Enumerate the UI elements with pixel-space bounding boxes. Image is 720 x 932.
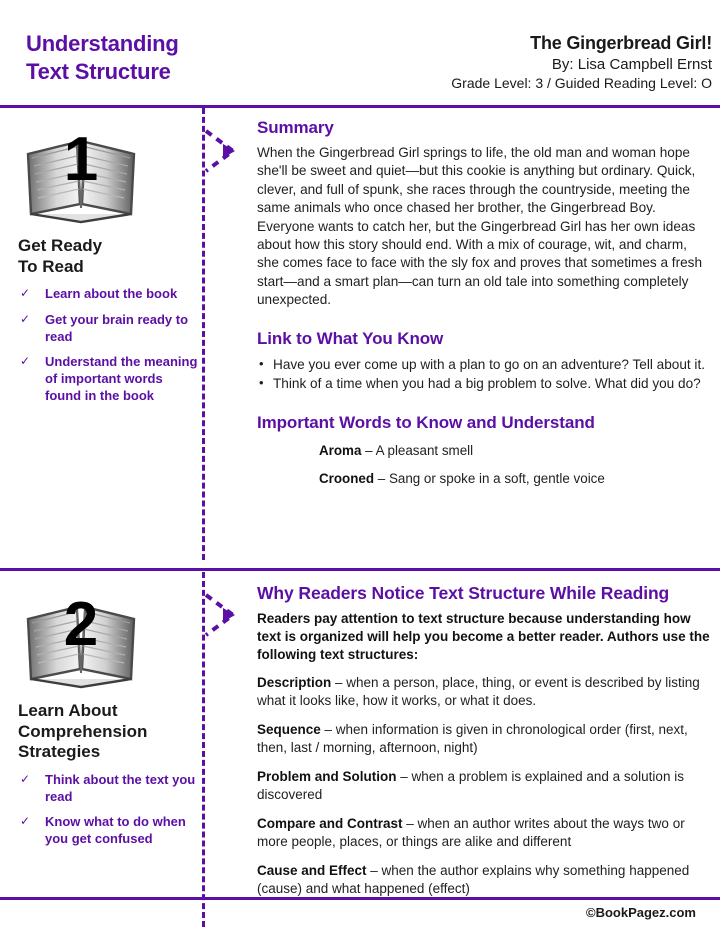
section1-check-list [18,286,200,404]
structure-term: Description [257,675,332,691]
important-words-heading: Important Words to Know and Understand [257,412,595,432]
structure-definition: when a person, place, thing, or event is described by listing what it looks like, how it works, or what it does. [257,675,700,709]
vocabulary-term: Aroma [319,442,362,458]
header-divider-rule [0,105,720,108]
vocabulary-dash: – [374,470,389,486]
list-item-label: Get your brain ready to read [45,312,189,344]
summary-heading: Summary [257,118,334,137]
structure-term: Sequence [257,722,321,738]
bullet-icon: • [259,374,264,390]
list-item [18,312,200,345]
book-title: The Gingerbread Girl! [530,33,712,53]
list-item [18,354,200,404]
structure-row [257,815,712,851]
chevron-right-dashed-icon [203,592,239,638]
section2-sidebar [0,577,200,857]
open-book-icon [22,118,140,226]
section2-content [257,583,712,909]
list-item [18,286,200,303]
step-number: 2 [63,590,99,659]
open-book-icon [22,583,140,691]
structure-dash: – [331,675,347,691]
section2-check-list [18,772,200,848]
list-item [18,814,200,847]
list-item [257,356,712,374]
structure-dash: – [402,816,418,832]
why-intro-text: Readers pay attention to text structure because understanding how text is organized will help you become a better reader. Authors use the following text structures: [257,611,710,662]
section1-sidebar [0,112,200,413]
section2-heading-line1: Learn About [18,701,118,720]
text-structures-list [257,674,712,898]
check-icon: ✓ [20,286,31,301]
structure-definition: when an author writes about the ways two or more people, places, or things are alike and different [257,816,685,850]
link-list [257,356,712,393]
section1-content [257,118,712,498]
structure-dash: – [320,722,336,738]
check-icon: ✓ [20,772,31,787]
section2-heading [18,701,200,763]
page-title [26,30,179,86]
page-header [0,0,720,105]
vocabulary-dash: – [361,442,376,458]
why-heading: Why Readers Notice Text Structure While Reading [257,583,670,603]
list-item-label: Learn about the book [45,286,178,302]
important-words-list [319,442,712,488]
bullet-icon: • [259,355,264,371]
list-item [257,375,712,393]
structure-row [257,721,712,757]
structure-dash: – [396,769,412,785]
summary-text: When the Gingerbread Girl springs to life, the old man and woman hope she'll be sweet and quiet—but this cookie is anything but ordinary. Quick, clever, and full of spunk, she races through the countryside, meeting the same animals who once chased her brother, the Gingerbread Boy. Everyone wants to catch her, but the Gingerbread Girl has her own ideas about how this story should end. With a mix of courage, wit, and charm, she comes face to face with the sly fox and proves that sometimes a fresh start—and a smart plan—can turn an old tale into something completely unexpected. [257,145,703,308]
vocabulary-definition: A pleasant smell [375,442,474,458]
structure-term: Problem and Solution [257,769,397,785]
section2-heading-line2: Comprehension [18,721,148,741]
list-item-label: Understand the meaning of important words found in the book [45,354,198,403]
check-icon: ✓ [20,312,31,327]
step-number: 1 [63,125,99,194]
list-item [18,772,200,805]
check-icon: ✓ [20,814,31,829]
structure-definition: when the author explains why something happened (cause) and what happened (effect) [257,863,690,897]
book-reading-level: Grade Level: 3 / Guided Reading Level: O [451,75,712,92]
structure-term: Compare and Contrast [257,816,403,832]
structure-definition: when a problem is explained and a solution is discovered [257,769,684,803]
vocabulary-term: Crooned [319,470,375,486]
section-divider-rule [0,568,720,571]
footer-copyright: ©BookPagez.com [586,905,696,920]
link-heading: Link to What You Know [257,328,444,348]
vocabulary-row [319,470,712,488]
vocabulary-definition: Sang or spoke in a soft, gentle voice [388,470,605,486]
section2-heading-line3: Strategies [18,742,101,762]
structure-definition: when information is given in chronological order (first, next, then, last / morning, afternoon, night) [257,722,688,756]
book-meta [451,33,712,92]
chevron-right-dashed-icon [203,128,239,174]
page-title-line2: Text Structure [26,59,171,85]
check-icon: ✓ [20,354,31,369]
vocabulary-row [319,442,712,460]
book-author: By: Lisa Campbell Ernst [551,55,712,73]
structure-row [257,768,712,804]
section1-vertical-dashed-divider [202,108,205,560]
list-item-label: Think about the text you read [45,772,196,804]
section1-heading-line1: Get Ready [18,236,103,255]
list-item-label: Know what to do when you get confused [45,814,186,847]
section1-heading-line2: To Read [18,256,84,276]
structure-term: Cause and Effect [257,863,367,879]
structure-dash: – [366,863,382,879]
list-item-label: Have you ever come up with a plan to go on an adventure? Tell about it. [273,356,706,372]
list-item-label: Think of a time when you had a big problem to solve. What did you do? [273,375,701,391]
structure-row [257,862,712,898]
page-title-line1: Understanding [26,31,179,56]
section1-heading [18,236,200,277]
structure-row [257,674,712,710]
